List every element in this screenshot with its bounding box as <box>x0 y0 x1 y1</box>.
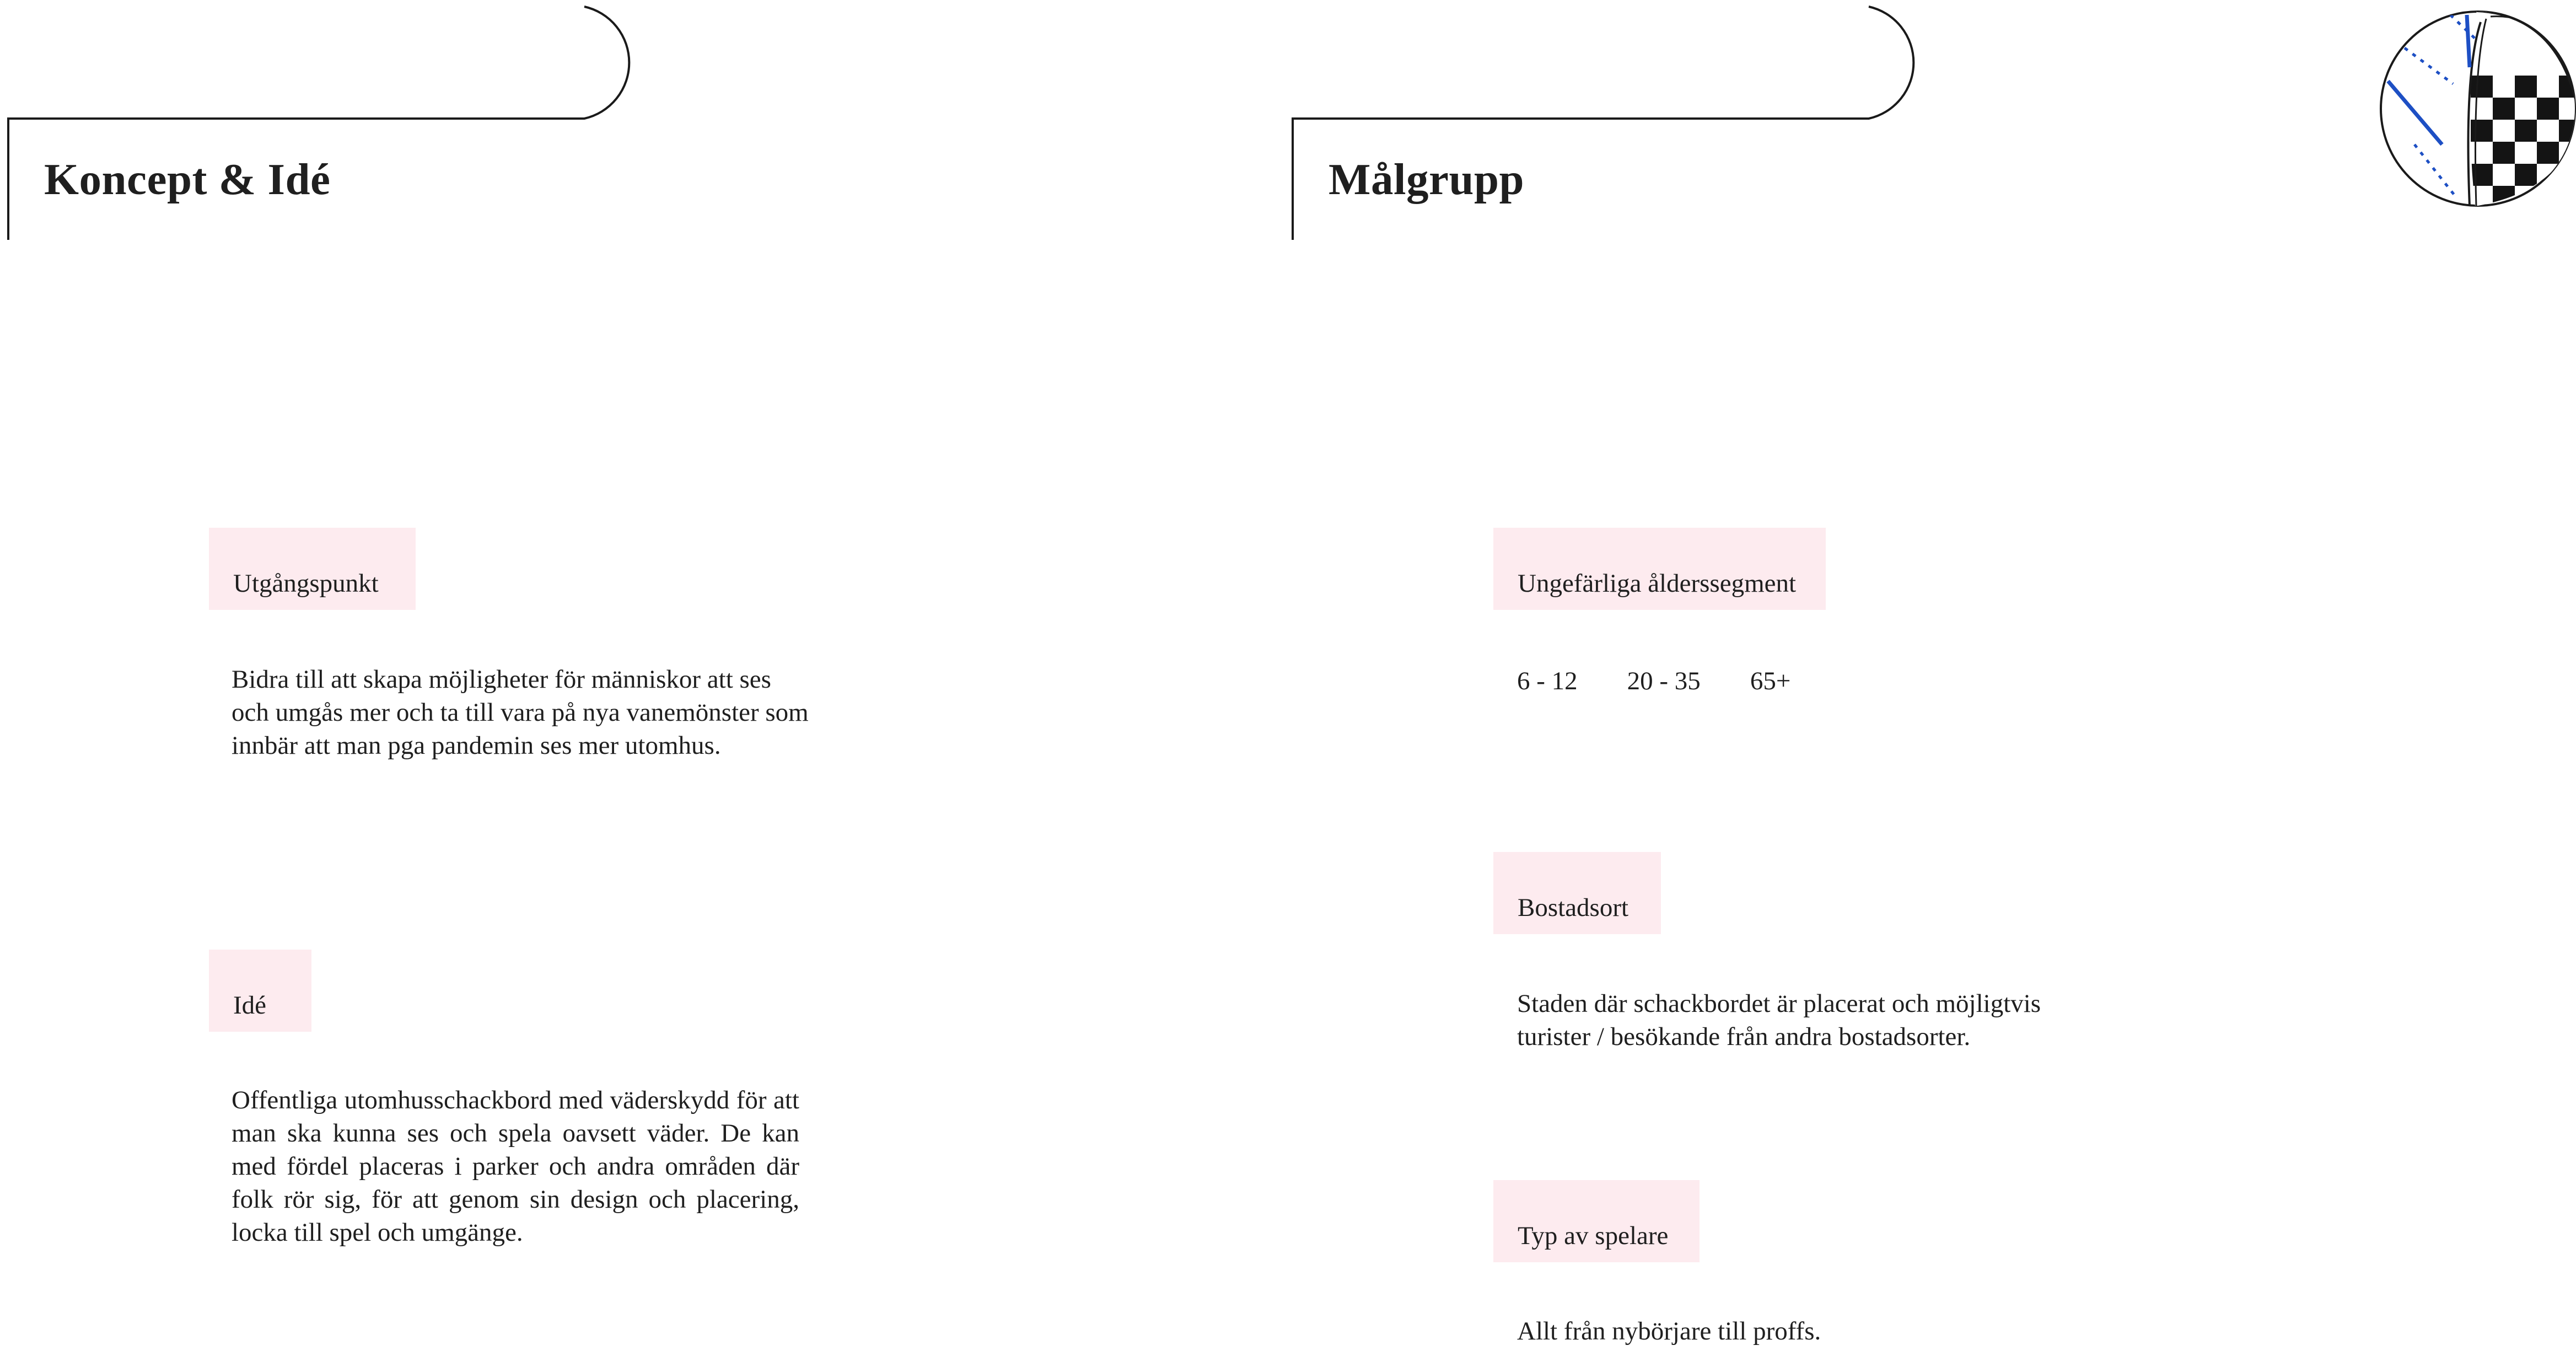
chess-board-emblem-icon <box>2376 7 2576 211</box>
section-label-text: Idé <box>233 991 267 1020</box>
section-label-aldersegment <box>1493 528 1826 610</box>
section-label-text: Typ av spelare <box>1518 1221 1669 1250</box>
section-label-text: Bostadsort <box>1518 893 1629 922</box>
age-segment: 6 - 12 <box>1517 667 1578 695</box>
section-label-text: Utgångspunkt <box>233 569 379 598</box>
age-segment: 20 - 35 <box>1627 667 1701 695</box>
section-text-utgangspunkt: Bidra till att skapa möjligheter för människor att ses och umgås mer och ta till vara på nya vanemönster som innbär att man pga pandemin ses mer utomhus. <box>232 665 809 760</box>
section-text-ide: Offentliga utomhusschackbord med väderskydd för att man ska kunna ses och spela oavsett väder. De kan med fördel placeras i parker och andra områden där folk rör sig, för att genom sin design och placering, locka till spel och umgänge. <box>232 1086 799 1247</box>
section-label-spelartyp <box>1493 1180 1700 1262</box>
section-text-bostadsort: Staden där schackbordet är placerat och möjligtvis turister / besökande från andra bostadsorter. <box>1517 989 2041 1051</box>
section-label-ide <box>209 950 311 1032</box>
section-label-utgangspunkt <box>209 528 416 610</box>
section-label-bostadsort <box>1493 852 1661 934</box>
right-tab-frame-line <box>1293 7 1913 240</box>
age-segment-list <box>1517 668 1840 694</box>
age-segment: 65+ <box>1750 667 1791 695</box>
section-label-text: Ungefärliga ålderssegment <box>1518 569 1797 598</box>
left-tab-frame-line <box>8 7 629 240</box>
page-title-koncept: Koncept & Idé <box>44 154 331 204</box>
section-text-spelartyp: Allt från nybörjare till proffs. <box>1517 1317 1821 1346</box>
page-title-malgrupp: Målgrupp <box>1329 154 1525 204</box>
